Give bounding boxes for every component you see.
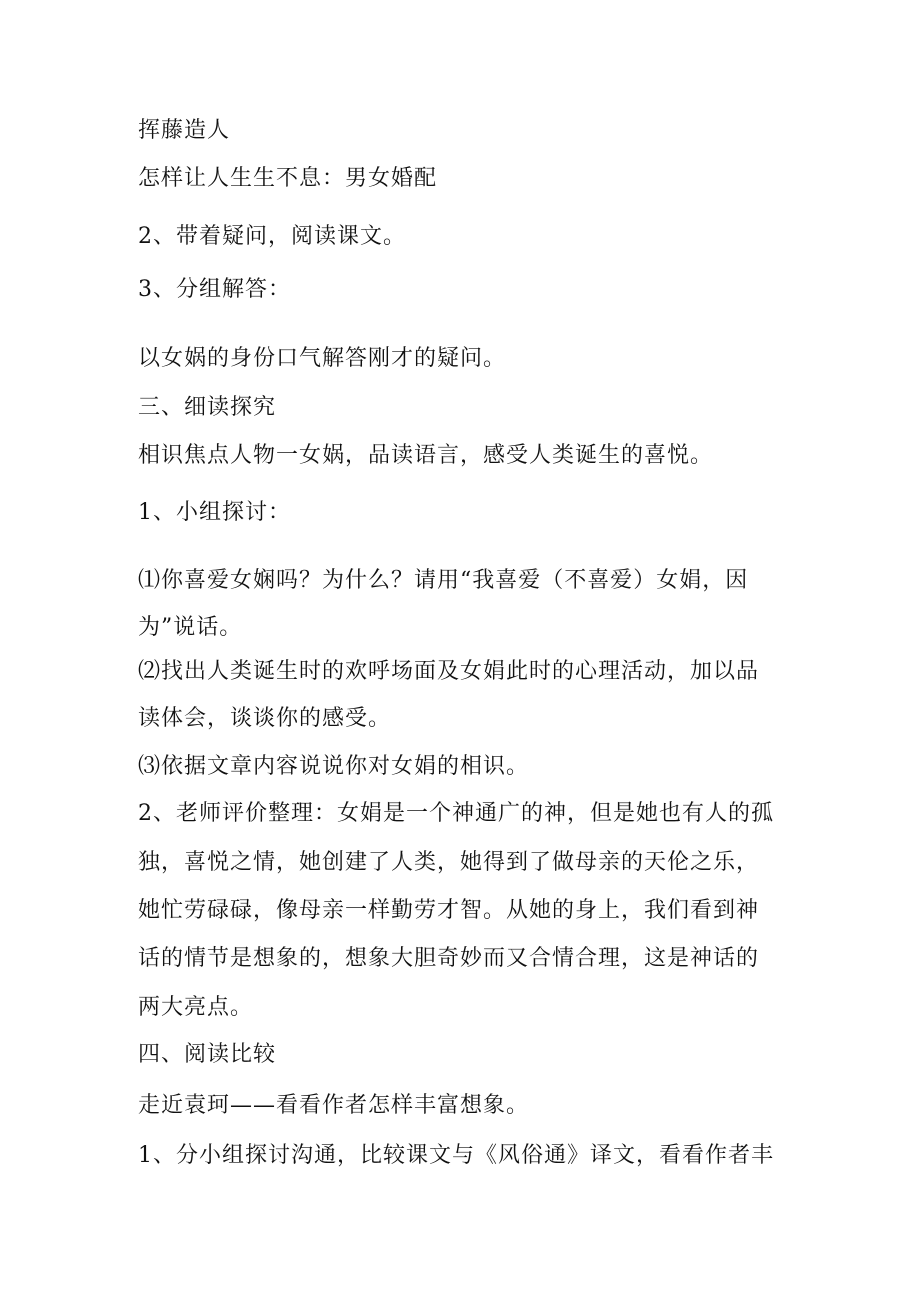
text-line-12: 读体会，谈谈你的感受。 bbox=[138, 706, 392, 731]
text-line-2: 怎样让人生生不息：男女婚配 bbox=[138, 166, 438, 191]
text-line-11: ⑵找出人类诞生时的欢呼场面及女娟此时的心理活动，加以品 bbox=[138, 659, 760, 684]
text-line-13: ⑶依据文章内容说说你对女娟的相识。 bbox=[138, 754, 530, 779]
section-heading-4: 四、阅读比较 bbox=[138, 1042, 277, 1067]
text-line-17: 话的情节是想象的，想象大胆奇妙而又合情合理，这是神话的 bbox=[138, 946, 760, 971]
text-line-1: 挥藤造人 bbox=[138, 118, 231, 143]
text-line-20: 走近袁珂——看看作者怎样丰富想象。 bbox=[138, 1093, 530, 1118]
text-line-5: 以女娲的身份口气解答刚才的疑问。 bbox=[138, 346, 507, 371]
section-heading-3: 三、细读探究 bbox=[138, 395, 277, 420]
text-line-15: 独，喜悦之情，她创建了人类，她得到了做母亲的天伦之乐， bbox=[138, 850, 760, 875]
text-line-18: 两大亮点。 bbox=[138, 995, 254, 1020]
text-line-21: 1、分小组探讨沟通，比较课文与《风俗通》译文，看看作者丰 bbox=[138, 1143, 774, 1168]
text-line-7: 相识焦点人物一女娲，品读语言，感受人类诞生的喜悦。 bbox=[138, 443, 714, 468]
text-line-4: 3、分组解答： bbox=[138, 277, 291, 302]
text-line-10: 为”说话。 bbox=[138, 615, 243, 640]
text-line-9: ⑴你喜爱女娴吗？为什么？请用“我喜爱（不喜爱）女娟，因 bbox=[138, 568, 749, 593]
text-line-16: 她忙劳碌碌，像母亲一样勤劳才智。从她的身上，我们看到神 bbox=[138, 898, 760, 923]
text-line-3: 2、带着疑问，阅读课文。 bbox=[138, 224, 406, 249]
text-line-8: 1、小组探讨： bbox=[138, 500, 291, 525]
text-line-14: 2、老师评价整理：女娟是一个神通广的神，但是她也有人的孤 bbox=[138, 801, 774, 826]
